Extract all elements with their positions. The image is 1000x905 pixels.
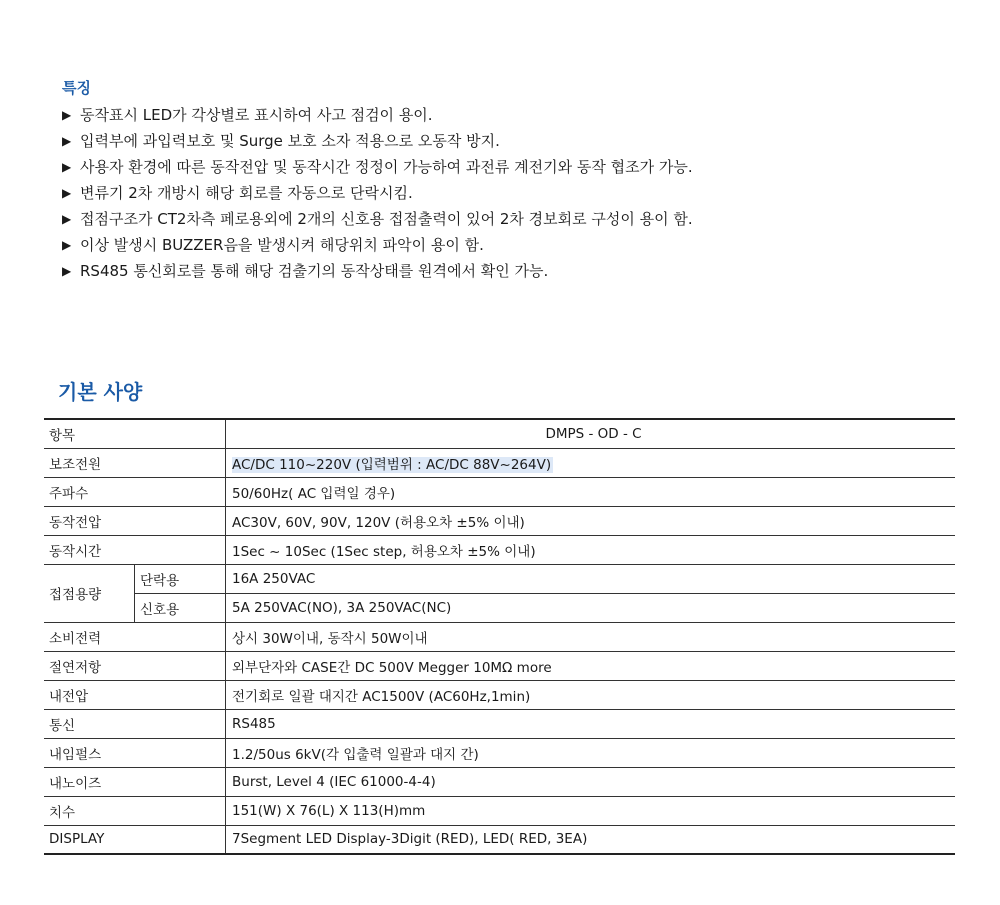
row-value-communication: RS485 [226,709,956,738]
row-value-frequency: 50/60Hz( AC 입력일 경우) [226,477,956,506]
table-row [44,593,955,622]
table-row [44,506,955,535]
triangle-right-icon: ▶ [62,160,72,174]
row-sublabel-short: 단락용 [135,564,226,593]
row-value-short: 16A 250VAC [226,564,956,593]
table-row [44,825,955,854]
spec-title: 기본 사양 [58,380,143,404]
feature-text: 이상 발생시 BUZZER음을 발생시켜 해당위치 파악이 용이 함. [80,236,484,254]
row-label-withstand-voltage: 내전압 [44,680,226,709]
triangle-right-icon: ▶ [62,264,72,278]
highlighted-text[interactable]: AC/DC 110~220V (입력범위 : AC/DC 88V~264V) [232,456,552,473]
table-row [44,651,955,680]
feature-item [62,258,962,284]
row-value-aux-power [226,448,956,477]
features-section [62,78,962,284]
triangle-right-icon: ▶ [62,186,72,200]
row-sublabel-signal: 신호용 [135,593,226,622]
row-value-op-voltage: AC30V, 60V, 90V, 120V (허용오차 ±5% 이내) [226,506,956,535]
spec-table [44,418,955,855]
table-row [44,448,955,477]
row-value-dimensions: 151(W) X 76(L) X 113(H)mm [226,796,956,825]
table-row [44,535,955,564]
row-label-power-consumption: 소비전력 [44,622,226,651]
row-label-noise: 내노이즈 [44,767,226,796]
feature-item [62,102,962,128]
row-label-contact: 접점용량 [44,564,135,622]
feature-text: RS485 통신회로를 통해 해당 검출기의 동작상태를 원격에서 확인 가능. [80,262,549,280]
feature-item [62,206,962,232]
row-label-communication: 통신 [44,709,226,738]
row-value-impulse: 1.2/50us 6kV(각 입출력 일괄과 대지 간) [226,738,956,767]
feature-text: 접점구조가 CT2차측 페로용외에 2개의 신호용 접점출력이 있어 2차 경보회로 구성이 용이 함. [80,210,693,228]
feature-list [62,102,962,284]
row-value-noise: Burst, Level 4 (IEC 61000-4-4) [226,767,956,796]
table-row [44,796,955,825]
triangle-right-icon: ▶ [62,212,72,226]
row-value-display: 7Segment LED Display-3Digit (RED), LED( RED, 3EA) [226,825,956,854]
feature-text: 동작표시 LED가 각상별로 표시하여 사고 점검이 용이. [80,106,433,124]
row-value-op-time: 1Sec ~ 10Sec (1Sec step, 허용오차 ±5% 이내) [226,535,956,564]
table-row [44,709,955,738]
header-label: 항목 [44,419,226,448]
feature-text: 변류기 2차 개방시 해당 회로를 자동으로 단락시킴. [80,184,413,202]
table-row [44,564,955,593]
feature-text: 입력부에 과입력보호 및 Surge 보호 소자 적용으로 오동작 방지. [80,132,500,150]
row-value-power-consumption: 상시 30W이내, 동작시 50W이내 [226,622,956,651]
table-row [44,622,955,651]
triangle-right-icon: ▶ [62,108,72,122]
row-label-display: DISPLAY [44,825,226,854]
table-row [44,477,955,506]
triangle-right-icon: ▶ [62,238,72,252]
header-value: DMPS - OD - C [226,419,956,448]
feature-item [62,180,962,206]
table-row [44,680,955,709]
table-row [44,738,955,767]
feature-text: 사용자 환경에 따른 동작전압 및 동작시간 정정이 가능하여 과전류 계전기와 동작 협조가 가능. [80,158,693,176]
row-value-withstand-voltage: 전기회로 일괄 대지간 AC1500V (AC60Hz,1min) [226,680,956,709]
row-label-aux-power: 보조전원 [44,448,226,477]
row-label-op-voltage: 동작전압 [44,506,226,535]
row-value-insulation: 외부단자와 CASE간 DC 500V Megger 10MΩ more [226,651,956,680]
row-label-impulse: 내임펄스 [44,738,226,767]
row-label-dimensions: 치수 [44,796,226,825]
row-label-op-time: 동작시간 [44,535,226,564]
feature-item [62,232,962,258]
triangle-right-icon: ▶ [62,134,72,148]
row-label-insulation: 절연저항 [44,651,226,680]
table-row [44,767,955,796]
table-row [44,419,955,448]
row-label-frequency: 주파수 [44,477,226,506]
features-title: 특징 [62,79,91,97]
row-value-signal: 5A 250VAC(NO), 3A 250VAC(NC) [226,593,956,622]
feature-item [62,128,962,154]
feature-item [62,154,962,180]
